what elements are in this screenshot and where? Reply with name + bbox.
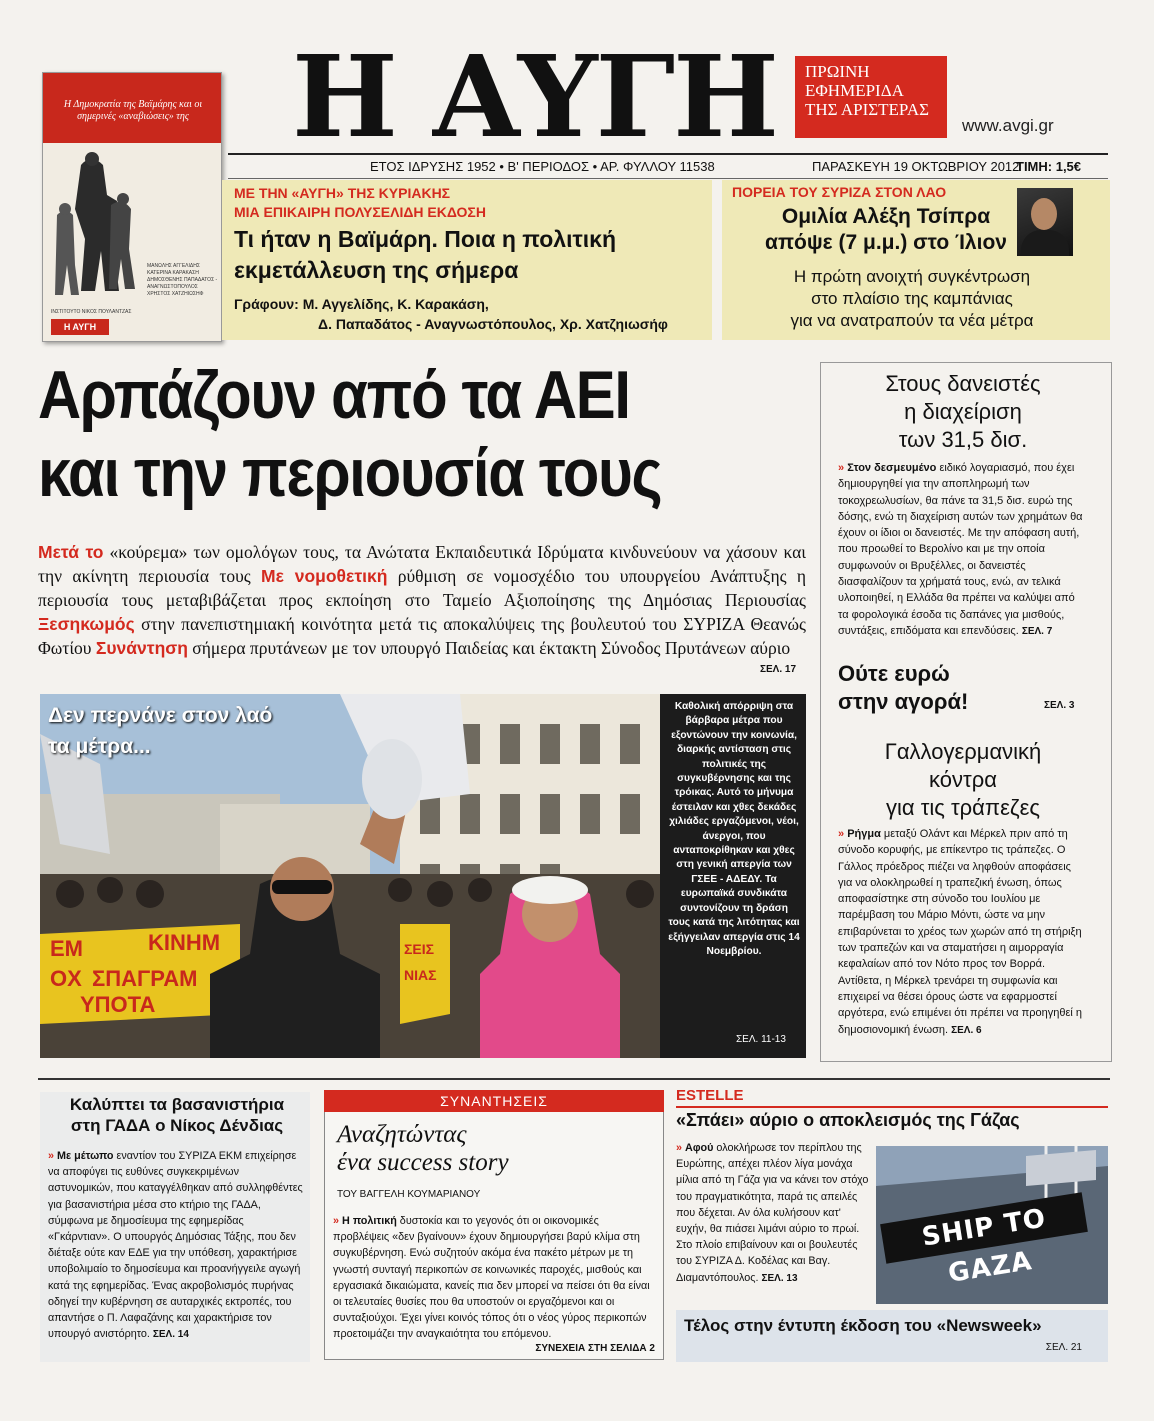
tsipras-photo (1017, 188, 1073, 256)
promo-tsipras-headline: Ομιλία Αλέξη Τσίπρα απόψε (7 μ.μ.) στο Ίλιον (765, 205, 1007, 254)
website-link[interactable]: www.avgi.gr (962, 116, 1054, 135)
issue-info-line (228, 153, 1108, 179)
issue-founding: ΕΤΟΣ ΙΔΡΥΣΗΣ 1952 • Β' ΠΕΡΙΟΔΟΣ • ΑΡ. ΦΥΛΛΟΥ 11538 (370, 159, 715, 174)
story-gaza-body: » Αφού ολοκλήρωσε τον περίπλου της Ευρώπης, απέχει πλέον λίγα μονάχα μίλια από τη Γάζα για να κάνει τον στόχο του πραγματικότητα, παρά τις απειλές που δέχεται. Αν όλα κυλήσουν κατ' ευχήν, θα πιάσει λιμάνι αύριο το πρωί. Στο πλοίο επιβαίνουν και οι βουλευτές του ΣΥΡΙΖΑ Δ. Κοδέλας και Βαγ. Διαμαντόπουλος. ΣΕΛ. 13 (676, 1142, 869, 1284)
story-no-euro-headline[interactable]: Ούτε ευρώ στην αγορά! (838, 661, 969, 714)
main-lead: Μετά το «κούρεμα» των ομολόγων τους, τα Ανώτατα Εκπαιδευτικά Ιδρύματα κινδυνεύουν να χάσουν και την ακίνητη περιουσία τους Με νομοθετική ρύθμιση σε νομοσχέδιο του υπουργείου Ανάπτυξης η περιουσία τους μεταβιβάζεται προς εκποίηση στο Ταμείο Αξιοποίησης της Δημόσιας Περιουσίας Ξεσηκωμός στην πανεπιστημιακή κοινότητα μετά τις αποκαλύψεις της βουλευτού του ΣΥΡΙΖΑ Θεανώς Φωτίου Συνάντηση σήμερα πρυτάνεων με τον υπουργό Παιδείας και έκτακτη Σύνοδος Πρυτάνεων αύριο (38, 542, 806, 658)
ship-banner: SHIP TO GAZA (880, 1192, 1088, 1263)
masthead-tagline: ΠΡΩΙΝΗ ΕΦΗΜΕΡΙΔΑ ΤΗΣ ΑΡΙΣΤΕΡΑΣ (795, 56, 947, 138)
newsweek-page[interactable]: ΣΕΛ. 21 (1045, 1342, 1082, 1353)
promo-weimar-byline: Γράφουν: Μ. Αγγελίδης, Κ. Καρακάση, Δ. Παπαδάτος - Αναγνωστόπουλος, Χρ. Χατζηιωσήφ (234, 296, 668, 332)
banner-text-5: ΥΠΟΤΑ (80, 992, 156, 1017)
chevron-icon: » (676, 1142, 683, 1154)
issue-date: ΠΑΡΑΣΚΕΥΗ 19 ΟΚΤΩΒΡΙΟΥ 2012 (812, 159, 1020, 174)
story-no-euro-page[interactable]: ΣΕΛ. 3 (1044, 700, 1075, 711)
banner-text-2: ΚΙΝΗΜ (148, 930, 221, 955)
newsweek-headline: Τέλος στην έντυπη έκδοση του «Newsweek» (684, 1316, 1042, 1335)
column-meetings-headline: Αναζητώντας ένα success story (337, 1121, 509, 1176)
main-page-ref[interactable]: ΣΕΛ. 17 (760, 664, 797, 675)
promo-weimar-headline: Τι ήταν η Βαϊμάρη. Ποια η πολιτική εκμετάλλευση της σήμερα (234, 226, 617, 283)
column-meetings-continue[interactable]: ΣΥΝΕΧΕΙΑ ΣΤΗ ΣΕΛΙΔΑ 2 (535, 1343, 655, 1354)
story-gaza-page[interactable]: ΣΕΛ. 13 (761, 1272, 798, 1284)
banner-text-3: ΟΧ (50, 966, 82, 991)
banner-text-1: ΕΜ (50, 936, 83, 961)
section-divider (38, 1078, 1110, 1080)
strike-sidebox[interactable] (660, 694, 806, 1058)
story-gaza-headline[interactable]: «Σπάει» αύριο ο αποκλεισμός της Γάζας (676, 1110, 1020, 1130)
story-banks-headline[interactable]: Γαλλογερμανική κόντρα για τις τράπεζες (884, 739, 1042, 820)
banner-text-4: ΣΠΑΓΡΑΜ (92, 966, 198, 991)
book-brand: Η ΑΥΓΗ (51, 319, 109, 335)
chevron-icon: » (48, 1150, 55, 1162)
promo-tsipras-subtitle: Η πρώτη ανοιχτή συγκέντρωση στο πλαίσιο της καμπάνιας για να ανατραπούν τα νέα μέτρα (790, 267, 1034, 330)
ship-photo (876, 1146, 1108, 1304)
story-torture-body: » Με μέτωπο εναντίον του ΣΥΡΙΖΑ ΕΚΜ επιχείρησε να αποφύγει τις ευθύνες συγκεκριμένων αστυνομικών, που καταγγέλθηκαν από συλληφθέντες για βασανιστήρια μέσα στο κτήριο της ΓΑΔΑ, σύμφωνα με δημοσίευμα της εφημερίδας «Γκάρντιαν». Ο υπουργός Δημόσιας Τάξης, που δεν διέταξε ούτε καν ΕΔΕ για την υπόθεση, χαρακτήρισε υποβολιμαίο το δημοσίευμα και προανήγγειλε αγωγή κατά της εφημερίδας. Ένας ακροβολισμός πυρήνας οδηγεί την κυβέρνηση σε αυταρχικές εκτροπές, του απαντήσε ο Π. Λαφαζάνης και χαρακτήρισε τον υπουργό ανιστόρητο. ΣΕΛ. 14 (48, 1150, 303, 1341)
photo-caption: Δεν περνάνε στον λαό τα μέτρα... (48, 704, 273, 758)
strike-sidebox-text: Καθολική απόρριψη στα βάρβαρα μέτρα που εξοντώνουν την κοινωνία, διαρκής αντίσταση στις πολιτικές της συγκυβέρνησης και της τρόικας. Αυτό το μήνυμα έστειλαν και χθες δεκάδες χιλιάδες εργαζόμενοι, νέοι, άνεργοι, που ανταποκρίθηκαν και χθες στη γενική απεργία των ΓΣΕΕ - ΑΔΕΔΥ. Τα ευρωπαϊκά συνδικάτα συντονίζουν τη δράση τους κατά της λιτότητας και εξήγγειλαν απεργία στις 14 Νοεμβρίου. (668, 701, 800, 957)
story-lenders-page[interactable]: ΣΕΛ. 7 (1021, 625, 1053, 637)
story-banks-page[interactable]: ΣΕΛ. 6 (951, 1024, 982, 1036)
story-torture-page[interactable]: ΣΕΛ. 14 (152, 1329, 189, 1341)
story-lenders-headline[interactable]: Στους δανειστές η διαχείριση των 31,5 δισ. (885, 371, 1041, 452)
book-institute: ΙΝΣΤΙΤΟΥΤΟ ΝΙΚΟΣ ΠΟΥΛΑΝΤΖΑΣ (51, 309, 132, 315)
promo-weimar-kicker: ΜΕ ΤΗΝ «ΑΥΓΗ» ΤΗΣ ΚΥΡΙΑΚΗΣ ΜΙΑ ΕΠΙΚΑΙΡΗ ΠΟΛΥΣΕΛΙΔΗ ΕΚΔΟΣΗ (234, 185, 486, 220)
book-title: Η Δημοκρατία της Βαϊμάρης και οι σημερινές «αναβιώσεις» της (63, 99, 203, 122)
chevron-icon: » (838, 828, 845, 840)
chevron-icon: » (333, 1215, 340, 1227)
story-banks-body: » Ρήγμα μεταξύ Ολάντ και Μέρκελ πριν από τη σύνοδο κορυφής, με επίκεντρο τις τράπεζες. Ο Γάλλος πρόεδρος πιέζει να ληφθούν αποφάσεις για να ολοκληρωθεί η τραπεζική ένωση, όπως αποφασίστηκε στη σύνοδο του Ιουλίου με παρέμβαση του Μάριο Μόντι, ώστε να μην επιβαρύνεται το χρέος των χωρών από τη στήριξη των τραπεζών και να σταματήσει η αιμορραγία κεφαλαίων από τον Νότο προς τον Βορρά. Αντίθετα, η Μέρκελ τρενάρει τη συμφωνία και επιχειρεί να θέσει όρους ώστε να εφαρμοστεί αργότερα, ενώ επιμένει ότι πρέπει να προηγηθεί η δημοσιονομική ένωση. ΣΕΛ. 6 (838, 828, 1082, 1036)
strike-sidebox-page[interactable]: ΣΕΛ. 11-13 (736, 1034, 786, 1045)
banner-text-7: ΝΙΑΣ (404, 967, 437, 983)
masthead-title[interactable]: Η ΑΥΓΗ (292, 32, 777, 163)
chevron-icon: » (838, 462, 845, 474)
column-meetings-byline: ΤΟΥ ΒΑΓΓΕΛΗ ΚΟΥΜΑΡΙΑΝΟΥ (337, 1189, 481, 1200)
promo-weimar[interactable] (222, 180, 712, 340)
banner-text-6: ΣΕΙΣ (404, 941, 435, 957)
story-torture[interactable] (40, 1092, 310, 1362)
book-cover[interactable] (42, 72, 222, 342)
book-illustration (51, 145, 147, 305)
issue-price: ΤΙΜΗ: 1,5€ (1016, 159, 1082, 174)
column-meetings-tag: ΣΥΝΑΝΤΗΣΕΙΣ (324, 1090, 664, 1112)
story-gaza-tag: ESTELLE (676, 1086, 1108, 1108)
book-authors: ΜΑΝΩΛΗΣ ΑΓΓΕΛΙΔΗΣ ΚΑΤΕΡΙΝΑ ΚΑΡΑΚΑΣΗ ΔΗΜΟΣΘΕΝΗΣ ΠΑΠΑΔΑΤΟΣ - ΑΝΑΓΝΩΣΤΟΠΟΥΛΟΣ ΧΡΗΣΤΟΣ ΧΑΤΖΗΙΩΣΗΦ (147, 263, 218, 297)
promo-tsipras-kicker: ΠΟΡΕΙΑ ΤΟΥ ΣΥΡΙΖΑ ΣΤΟΝ ΛΑΟ (732, 184, 947, 200)
column-meetings-body: » Η πολιτική δυστοκία και το γεγονός ότι οι οικονομικές προβλέψεις «δεν βγαίνουν» έχουν δημιουργήσει βαρύ κλίμα στη συγκυβέρνηση. Ενώ συζητούν ακόμα ένα πακέτο μέτρων με τη γνωστή συνταγή περικοπών σε κοινωνικές παροχές, μισθούς και εργασιακά δικαιώματα, κανείς πια δεν μπορεί να πείσει ότι θα είναι οι τελευταίες θυσίες που θα υποστούν οι εργαζόμενοι και οι συνταξιούχοι. Έχει γίνει κοινός τόπος ότι ο νέος γύρος περικοπών προετοιμάζει την αναγκαιότητα του επόμενου. (333, 1215, 650, 1341)
column-meetings[interactable] (324, 1090, 664, 1360)
newsweek-bar[interactable] (676, 1310, 1108, 1362)
main-headline[interactable]: Αρπάζουν από τα ΑΕΙ και την περιουσία τους (38, 357, 662, 511)
story-lenders-body: » Στον δεσμευμένο ειδικό λογαριασμό, που έχει δημιουργηθεί για την αποπληρωμή των τοκοχρεωλυσίων, θα πάνε τα 31,5 δισ. ευρώ της δόσης, ενώ τη διαχείριση αυτών των χρημάτων θα έχουν οι ίδιοι οι δανειστές. Με την απόφαση αυτή, που προωθεί το Βερολίνο και με την οποία συμφωνούν οι Βρυξέλλες, οι δανειστές διασφαλίζουν τα χρήματά τους, ενώ, αν τελικά υλοποιηθεί, η Ελλάδα θα πρέπει να καλύψει από τα φορολογικά έσοδα τις δαπάνες για μισθούς, συντάξεις, επιδόματα και επενδύσεις. ΣΕΛ. 7 (838, 462, 1083, 637)
promo-tsipras[interactable] (722, 180, 1110, 340)
story-torture-headline: Καλύπτει τα βασανιστήρια στη ΓΑΔΑ ο Νίκος Δένδιας (69, 1095, 285, 1135)
